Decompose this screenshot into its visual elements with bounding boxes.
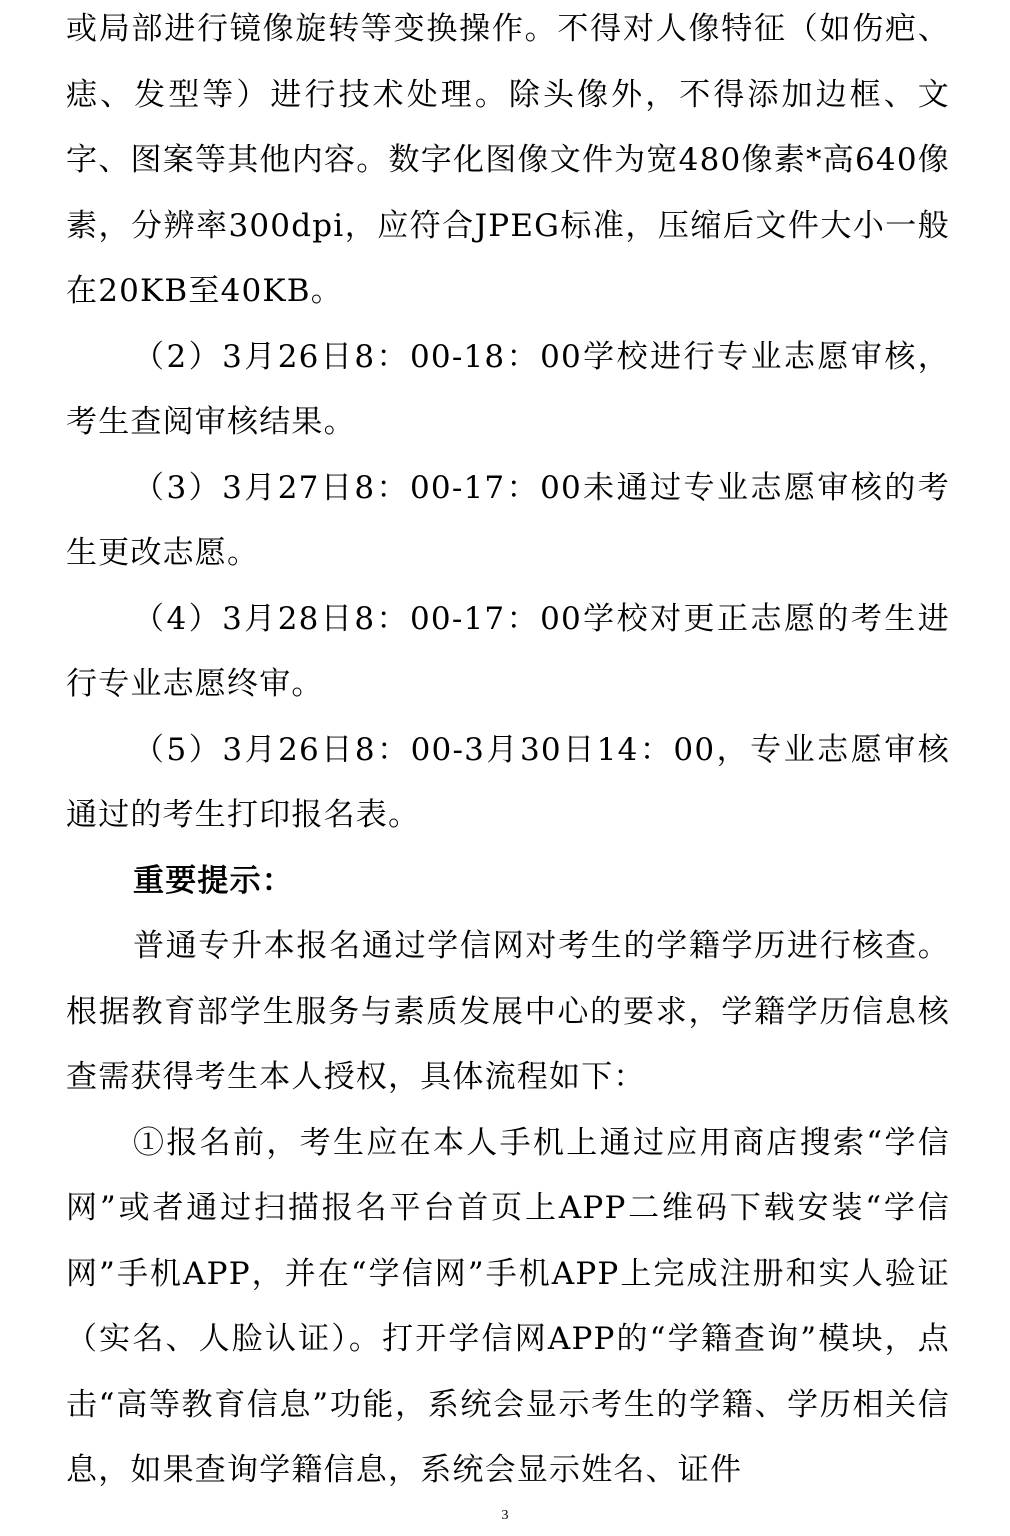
document-body [66,0,950,1504]
paragraph-step-5: （5）3月26日8：00-3月30日14：00，专业志愿审核通过的考生打印报名表。 [66,731,950,833]
page-number: 3 [501,1508,509,1523]
paragraph-photo-requirements: 或局部进行镜像旋转等变换操作。不得对人像特征（如伤疤、痣、发型等）进行技术处理。除头像外，不得添加边框、文字、图案等其他内容。数字化图像文件为宽480像素*高640像素，分辨率300dpi，应符合JPEG标准，压缩后文件大小一般在20KB至40KB。 [66,11,950,309]
paragraph-step-2: （2）3月26日8：00-18：00学校进行专业志愿审核，考生查阅审核结果。 [66,338,950,440]
paragraph-step-4: （4）3月28日8：00-17：00学校对更正志愿的考生进行专业志愿终审。 [66,600,950,702]
important-notice-heading: 重要提示： [133,862,294,899]
paragraph-verification-intro: 普通专升本报名通过学信网对考生的学籍学历进行核查。根据教育部学生服务与素质发展中心的要求，学籍学历信息核查需获得考生本人授权，具体流程如下： [66,928,950,1095]
paragraph-step-3: （3）3月27日8：00-17：00未通过专业志愿审核的考生更改志愿。 [66,469,950,571]
paragraph-verification-step-1: ①报名前，考生应在本人手机上通过应用商店搜索“学信网”或者通过扫描报名平台首页上APP二维码下载安装“学信网”手机APP，并在“学信网”手机APP上完成注册和实人验证（实名、人脸认证）。打开学信网APP的“学籍查询”模块，点击“高等教育信息”功能，系统会显示考生的学籍、学历相关信息，如果查询学籍信息，系统会显示姓名、证件 [66,1124,950,1488]
